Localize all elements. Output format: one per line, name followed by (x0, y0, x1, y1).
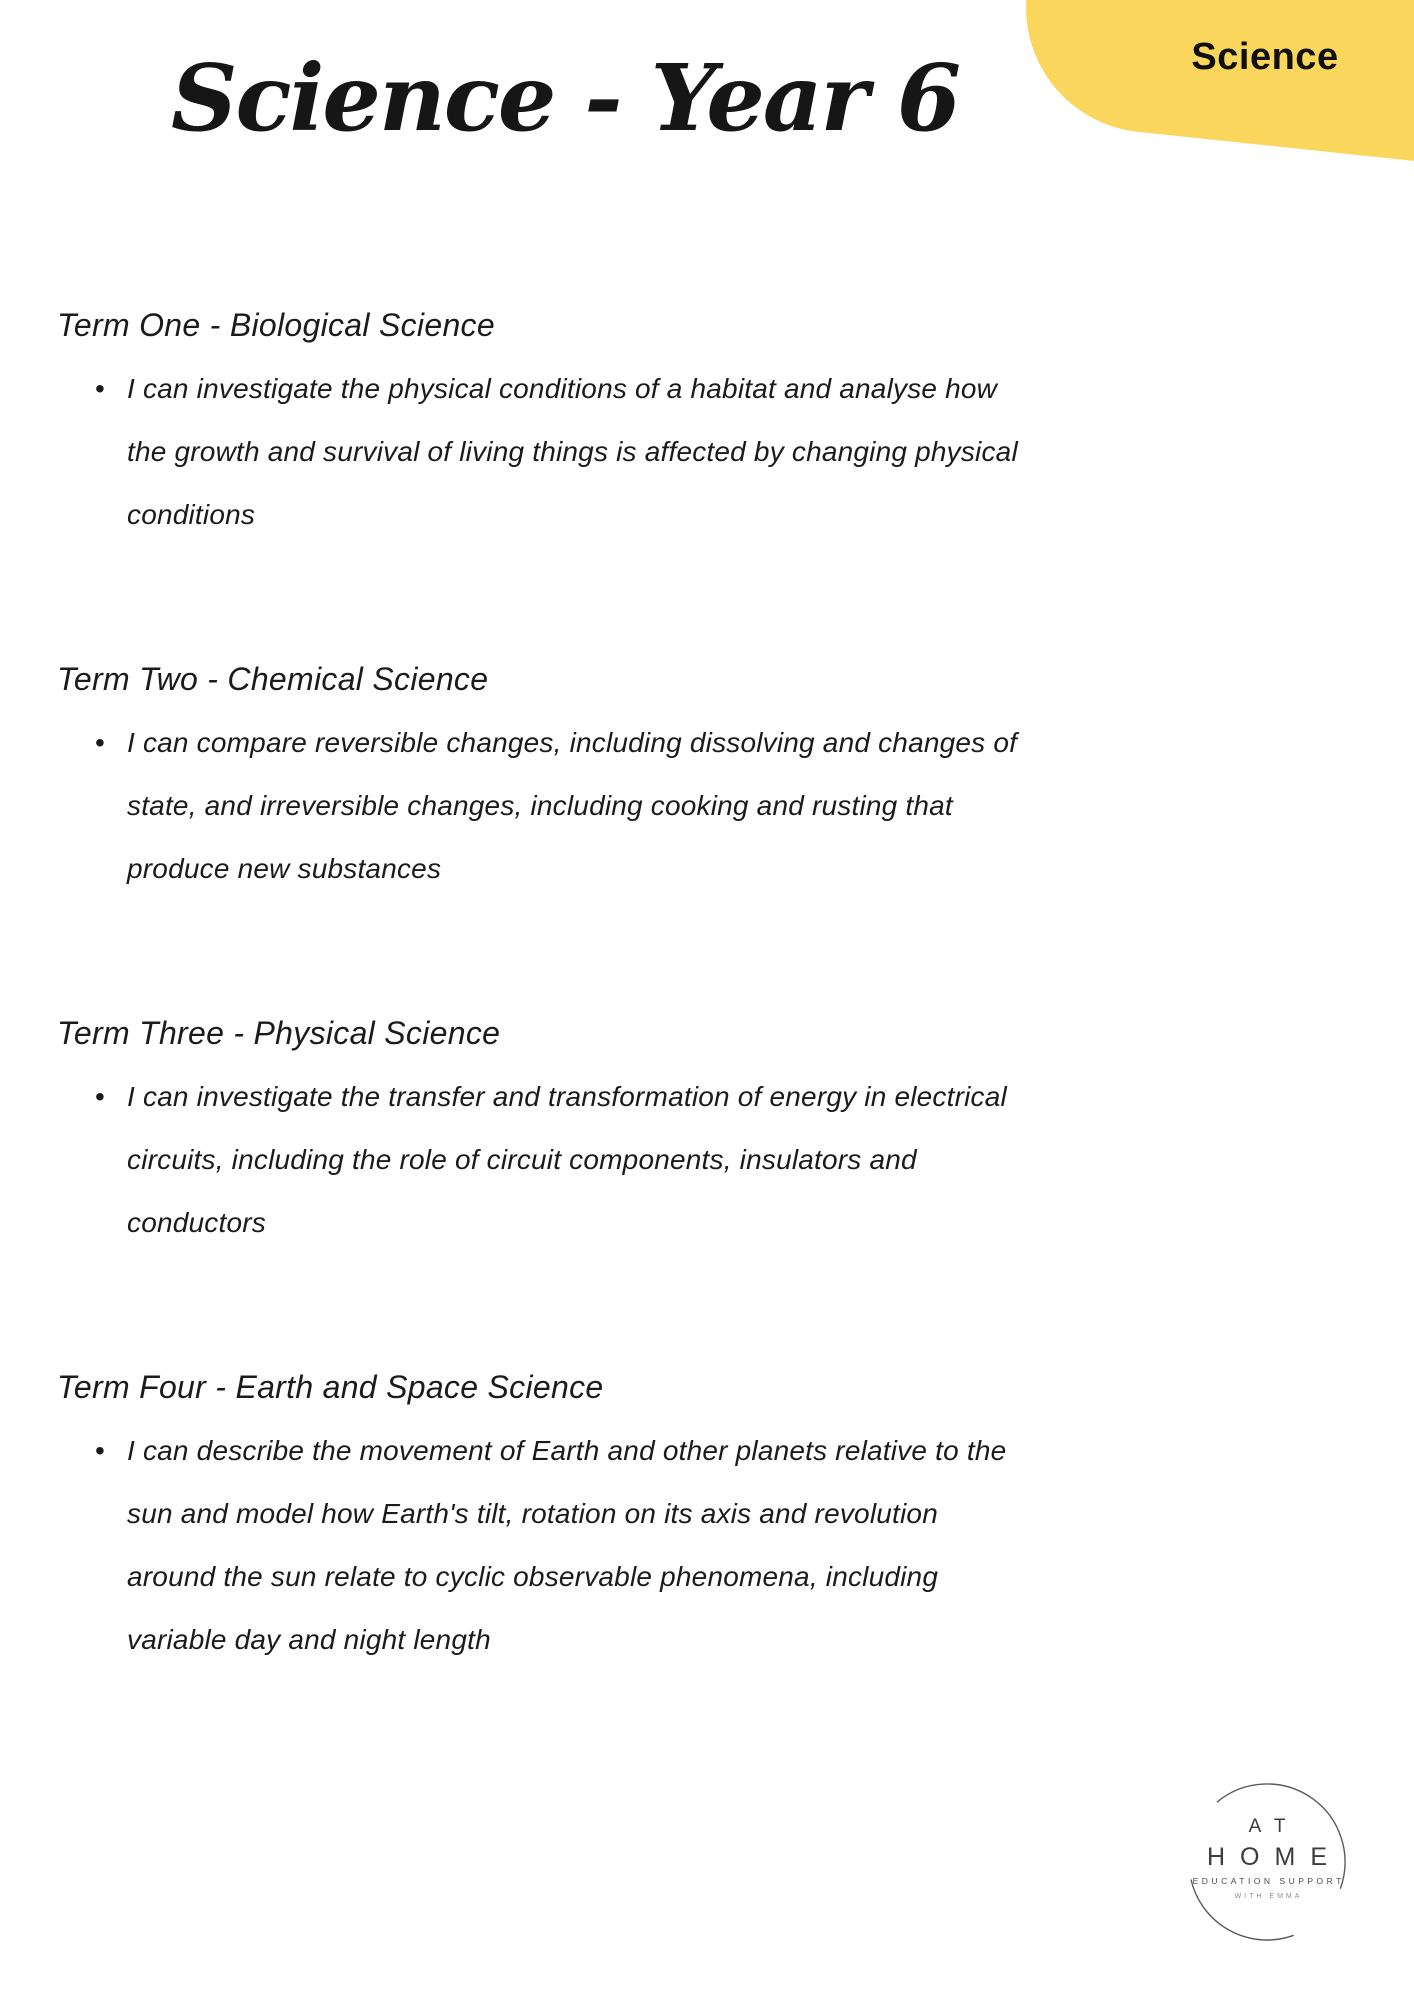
term-three-section (57, 1002, 1137, 1254)
bullet-icon: • (95, 373, 106, 404)
list-item (95, 711, 1027, 900)
term-two-heading: Term Two - Chemical Science (57, 661, 489, 697)
bullet-icon: • (95, 1081, 106, 1112)
term-four-section (57, 1356, 1137, 1671)
term-one-heading: Term One - Biological Science (57, 307, 495, 343)
page-title: Science - Year 6 (171, 44, 959, 152)
outcome-text: I can investigate the transfer and transformation of energy in electrical circuits, including the role of circuit components, insulators and conductors (127, 1081, 1007, 1238)
term-three-heading: Term Three - Physical Science (57, 1015, 501, 1051)
subject-badge-label: Science (1191, 36, 1339, 78)
outcome-text: I can investigate the physical conditions of a habitat and analyse how the growth and survival of living things is affected by changing physical conditions (127, 373, 1018, 530)
term-four-outcomes (57, 1419, 1137, 1671)
term-two-section (57, 648, 1137, 900)
outcome-text: I can describe the movement of Earth and other planets relative to the sun and model how Earth's tilt, rotation on its axis and revolution around the sun relate to cyclic observable phenomena, including variable day and night length (127, 1435, 1007, 1655)
bullet-icon: • (95, 727, 106, 758)
at-home-logo (1182, 1777, 1352, 1947)
list-item (95, 357, 1027, 546)
logo-text-tagline: EDUCATION SUPPORT (1192, 1876, 1345, 1886)
term-two-outcomes (57, 711, 1137, 900)
list-item (95, 1065, 1027, 1254)
subject-badge-shape (1014, 0, 1414, 168)
curriculum-content (57, 294, 1137, 1773)
logo-text-with-emma: WITH EMMA (1234, 1893, 1303, 1900)
term-four-heading: Term Four - Earth and Space Science (57, 1369, 604, 1405)
logo-text-at: AT (1248, 1816, 1300, 1837)
logo-text-home: HOME (1207, 1843, 1342, 1871)
list-item (95, 1419, 1027, 1671)
term-one-outcomes (57, 357, 1137, 546)
term-one-section (57, 294, 1137, 546)
term-three-outcomes (57, 1065, 1137, 1254)
outcome-text: I can compare reversible changes, including dissolving and changes of state, and irreversible changes, including cooking and rusting that produce new substances (127, 727, 1018, 884)
bullet-icon: • (95, 1435, 106, 1466)
